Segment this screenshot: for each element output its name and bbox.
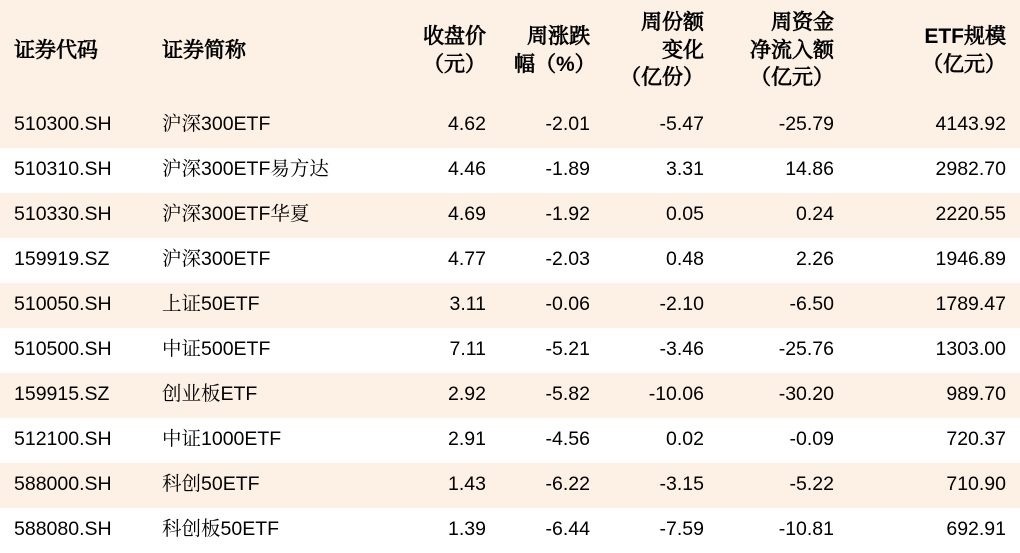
column-header-weekly-change-line-2: 幅（%） [514, 52, 596, 76]
column-header-share-change-line-2: 变化 [662, 38, 704, 62]
cell-code: 510300.SH [0, 103, 148, 148]
cell-net-inflow: 2.26 [718, 238, 848, 283]
cell-share-change: -10.06 [604, 373, 718, 418]
cell-name: 沪深300ETF易方达 [148, 148, 396, 193]
cell-code: 159915.SZ [0, 373, 148, 418]
cell-close: 4.46 [396, 148, 500, 193]
cell-code: 510050.SH [0, 283, 148, 328]
cell-share-change: -2.10 [604, 283, 718, 328]
cell-name: 中证500ETF [148, 328, 396, 373]
cell-weekly-change: -2.01 [500, 103, 604, 148]
column-header-name [148, 0, 396, 103]
cell-net-inflow: -5.22 [718, 463, 848, 508]
table-header [0, 0, 1020, 103]
column-header-weekly-change-line-1: 周涨跌 [527, 24, 590, 48]
cell-weekly-change: -6.22 [500, 463, 604, 508]
cell-share-change: 0.48 [604, 238, 718, 283]
column-header-close [396, 0, 500, 103]
cell-net-inflow: -0.09 [718, 418, 848, 463]
cell-weekly-change: -2.03 [500, 238, 604, 283]
cell-etf-size: 1303.00 [848, 328, 1020, 373]
cell-name: 上证50ETF [148, 283, 396, 328]
cell-close: 4.77 [396, 238, 500, 283]
cell-etf-size: 1946.89 [848, 238, 1020, 283]
cell-close: 3.11 [396, 283, 500, 328]
cell-etf-size: 2982.70 [848, 148, 1020, 193]
table-row [0, 508, 1020, 553]
table-row [0, 463, 1020, 508]
cell-code: 588080.SH [0, 508, 148, 553]
cell-name: 沪深300ETF [148, 238, 396, 283]
cell-net-inflow: -10.81 [718, 508, 848, 553]
cell-name: 科创50ETF [148, 463, 396, 508]
cell-code: 510330.SH [0, 193, 148, 238]
cell-close: 7.11 [396, 328, 500, 373]
cell-net-inflow: -6.50 [718, 283, 848, 328]
cell-etf-size: 710.90 [848, 463, 1020, 508]
cell-weekly-change: -1.92 [500, 193, 604, 238]
cell-weekly-change: -5.82 [500, 373, 604, 418]
cell-etf-size: 1789.47 [848, 283, 1020, 328]
cell-net-inflow: -25.76 [718, 328, 848, 373]
cell-share-change: 3.31 [604, 148, 718, 193]
cell-net-inflow: -30.20 [718, 373, 848, 418]
cell-close: 4.62 [396, 103, 500, 148]
cell-name: 创业板ETF [148, 373, 396, 418]
column-header-name-line-1: 证券简称 [162, 38, 246, 62]
column-header-net-inflow-line-1: 周资金 [771, 11, 834, 34]
table-body [0, 103, 1020, 553]
cell-weekly-change: -4.56 [500, 418, 604, 463]
cell-code: 510310.SH [0, 148, 148, 193]
cell-code: 588000.SH [0, 463, 148, 508]
cell-etf-size: 4143.92 [848, 103, 1020, 148]
cell-code: 512100.SH [0, 418, 148, 463]
cell-name: 中证1000ETF [148, 418, 396, 463]
cell-code: 510500.SH [0, 328, 148, 373]
column-header-net-inflow-line-2: 净流入额 [750, 38, 834, 62]
column-header-close-line-2: （元） [423, 52, 486, 76]
column-header-code-line-1: 证券代码 [14, 38, 98, 62]
cell-code: 159919.SZ [0, 238, 148, 283]
cell-close: 2.91 [396, 418, 500, 463]
column-header-etf-size [848, 0, 1020, 103]
cell-name: 沪深300ETF [148, 103, 396, 148]
table-row [0, 193, 1020, 238]
cell-net-inflow: 0.24 [718, 193, 848, 238]
table-row [0, 373, 1020, 418]
cell-close: 1.39 [396, 508, 500, 553]
cell-close: 2.92 [396, 373, 500, 418]
cell-etf-size: 2220.55 [848, 193, 1020, 238]
cell-etf-size: 692.91 [848, 508, 1020, 553]
cell-etf-size: 720.37 [848, 418, 1020, 463]
table-row [0, 103, 1020, 148]
cell-net-inflow: 14.86 [718, 148, 848, 193]
cell-share-change: -3.15 [604, 463, 718, 508]
column-header-etf-size-line-1: ETF规模 [924, 24, 1006, 48]
cell-weekly-change: -1.89 [500, 148, 604, 193]
cell-weekly-change: -0.06 [500, 283, 604, 328]
cell-name: 科创板50ETF [148, 508, 396, 553]
cell-share-change: -3.46 [604, 328, 718, 373]
column-header-code [0, 0, 148, 103]
column-header-share-change [604, 0, 718, 103]
cell-weekly-change: -6.44 [500, 508, 604, 553]
cell-share-change: -5.47 [604, 103, 718, 148]
table-row [0, 283, 1020, 328]
table-row [0, 418, 1020, 463]
table-row [0, 238, 1020, 283]
column-header-weekly-change [500, 0, 604, 103]
table-row [0, 148, 1020, 193]
cell-net-inflow: -25.79 [718, 103, 848, 148]
column-header-share-change-line-3: （亿份） [620, 66, 704, 90]
cell-close: 4.69 [396, 193, 500, 238]
table-row [0, 328, 1020, 373]
table-header-row [0, 0, 1020, 103]
cell-etf-size: 989.70 [848, 373, 1020, 418]
column-header-net-inflow-line-3: （亿元） [750, 66, 834, 90]
column-header-close-line-1: 收盘价 [423, 24, 486, 48]
cell-name: 沪深300ETF华夏 [148, 193, 396, 238]
column-header-net-inflow [718, 0, 848, 103]
cell-share-change: 0.05 [604, 193, 718, 238]
cell-share-change: -7.59 [604, 508, 718, 553]
cell-close: 1.43 [396, 463, 500, 508]
cell-share-change: 0.02 [604, 418, 718, 463]
column-header-etf-size-line-2: （亿元） [922, 52, 1006, 76]
column-header-share-change-line-1: 周份额 [641, 11, 704, 34]
cell-weekly-change: -5.21 [500, 328, 604, 373]
